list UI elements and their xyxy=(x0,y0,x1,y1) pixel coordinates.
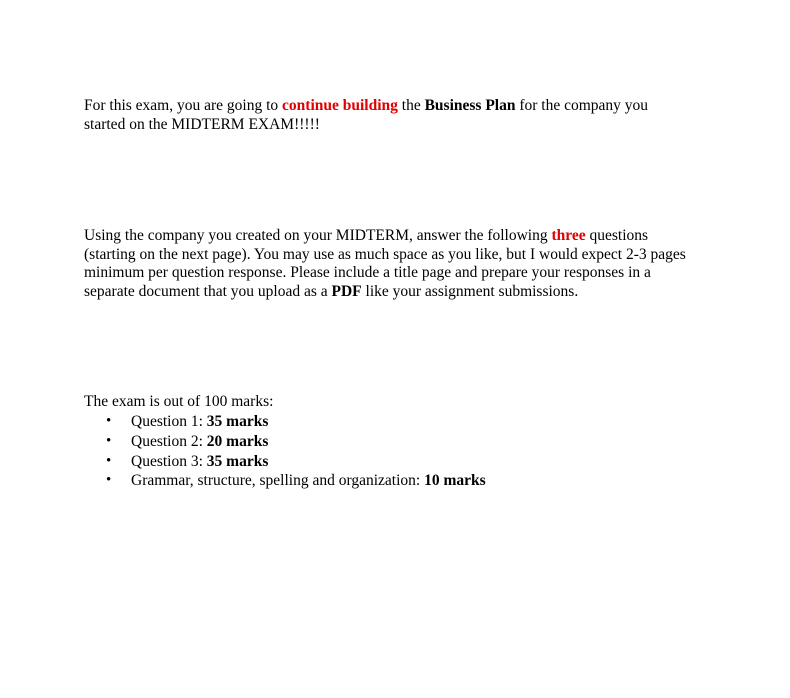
three-highlight: three xyxy=(551,227,586,244)
bullet-icon: • xyxy=(106,413,112,429)
item-marks: 10 marks xyxy=(424,472,486,490)
item-label: Question 1: xyxy=(131,413,207,430)
intro-text-2: the xyxy=(397,97,425,114)
continue-building-highlight: continue building xyxy=(282,97,398,114)
instructions-line3: minimum per question response. Please include a title page and prepare your responses in a xyxy=(84,264,651,281)
instructions-text-1: Using the company you created on your MIDTERM, answer the following xyxy=(84,227,552,244)
list-item xyxy=(84,412,724,432)
instructions-line4-a: separate document that you upload as a xyxy=(84,282,332,300)
instructions-line2: (starting on the next page). You may use as much space as you like, but I would expect 2-3 pages xyxy=(84,245,686,263)
instructions-text-2: questions xyxy=(585,227,649,244)
instructions-line4-b: like your assignment submissions. xyxy=(361,282,579,300)
list-item xyxy=(84,452,724,472)
instructions-paragraph xyxy=(84,227,724,301)
bullet-icon: • xyxy=(106,452,112,469)
item-label: Question 2: xyxy=(131,432,207,450)
pdf-bold: PDF xyxy=(331,282,362,300)
item-marks: 20 marks xyxy=(206,432,269,450)
intro-text-1: For this exam, you are going to xyxy=(84,97,283,114)
list-item xyxy=(84,471,724,491)
item-marks: 35 marks xyxy=(206,413,269,430)
intro-text-3: for the company you xyxy=(515,97,649,114)
item-label: Grammar, structure, spelling and organization: xyxy=(131,472,425,490)
list-item xyxy=(84,432,724,452)
marks-list xyxy=(84,412,724,491)
marks-intro: The exam is out of 100 marks: xyxy=(84,393,274,410)
intro-text-line2: started on the MIDTERM EXAM!!!!! xyxy=(84,115,320,133)
item-label: Question 3: xyxy=(131,452,207,470)
business-plan-bold: Business Plan xyxy=(424,97,516,114)
intro-paragraph xyxy=(84,97,724,134)
bullet-icon: • xyxy=(106,432,112,449)
item-marks: 35 marks xyxy=(206,452,269,470)
bullet-icon: • xyxy=(106,472,112,489)
